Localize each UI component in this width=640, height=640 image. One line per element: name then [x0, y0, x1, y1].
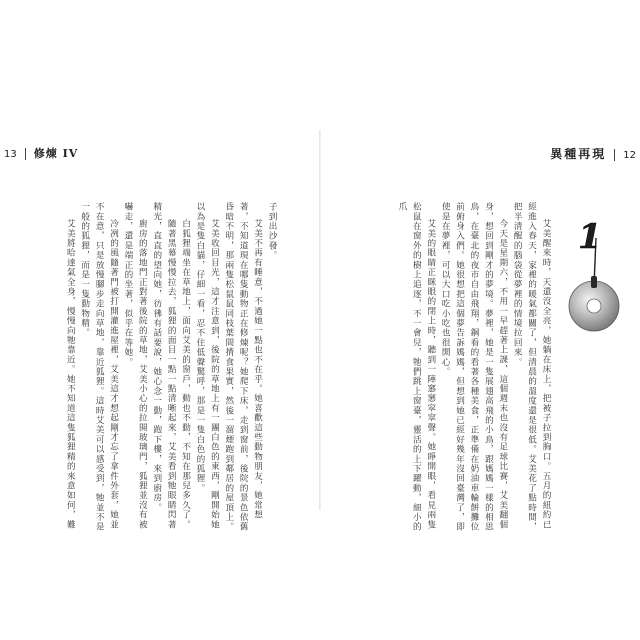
paragraph: 艾美收回目光，這才注意到，後院的草地上有一團白色的東西，剛開始她以為是隻白貓，仔細一看，忍不住低聲驚呼，那是一隻白色的狐狸。: [194, 202, 220, 530]
left-page-number: 13: [4, 149, 17, 160]
right-page-number: 12: [623, 150, 636, 161]
paragraph: 艾美的眼睛正眯眼的閉上時，聽到一陣窸窸窣窣聲。她睜開眼，看見兩隻松鼠在窗外的樹上追逐，不一會兒，牠們跳上窗臺，靈活的上下躍動，細小的爪: [396, 202, 436, 532]
right-page-header: [550, 146, 636, 162]
right-running-title: 異種再現: [550, 147, 607, 161]
paragraph: 艾美不再有睡意，不過她一點也不在乎。她喜歡這些動物朋友，她常想著，不知道現在哪隻動物正在修煉呢？她爬下床，走到窗前，後院的景色依舊昏暗不明，那兩隻松鼠鼠同枝葉間揹食果實，然後一溜煙跑到鄰居的屋頂上。: [223, 202, 263, 532]
chapter-ornament: [560, 214, 622, 334]
header-divider: [25, 148, 26, 160]
left-page-header: [4, 146, 78, 162]
paragraph: 冷冽的風隨著門被打開灌進屋裡，艾美這才想起剛才忘了拿件外套，她並不在意，只是放慢腳步走向草地，靠近狐狸。這時艾美可以感受到，牠並不是一般的狐狸，而是一隻動物精。: [79, 202, 119, 532]
pendant-knot: [591, 276, 597, 288]
paragraph: 隨著黑幕慢慢拉去，狐狸的面目一點一點清晰起來，艾美看到牠眼睛閃著精光，直直的望向她，彷彿有話要說，她心念一動，跑下樓，來到廚房。: [151, 202, 177, 530]
chapter-number: 1: [578, 217, 602, 257]
paragraph: 艾美醒來時，天還沒全亮，她躺在床上，把被子拉到胸口。五月的紐約已經進入春天，家裡的暖氣都關了，但清晨的溫度還是很低。艾美花了點時間，把半清醒的腦袋從夢裡的情境拉回來。: [512, 202, 551, 532]
paragraph: 子到出沙發。: [267, 202, 277, 261]
jade-disc-hole: [587, 299, 601, 313]
paragraph: 廚房的落地門正對著後院的草地，艾美小心的拉開玻璃門，狐狸並沒有被嚇走，還是端正的坐著，似乎在等她。: [122, 202, 148, 530]
paragraph: 白狐狸端坐在草地上，面向艾美的窗戶，動也不動，不知在那兒多久了。: [180, 219, 191, 530]
left-running-title: 修煉 IV: [33, 147, 79, 160]
paragraph: 艾美將哈達氣全身，慢慢向牠靠近。她不知道這隻狐狸精的來意如何，難: [65, 219, 76, 530]
header-divider: [614, 149, 615, 161]
paragraph: 今天是星期六，不用一早趕著上課，這個週末也沒有足球比賽，艾美翻個身，想回到剛才的夢境。夢裡，她是一隻展翅高飛的小鳥，跟媽媽一樣的相思鳥，在臺北的夜市自由飛翔，鋼看的看著各種美食，正準備在奶油車輪餅攤位前俯身入們。她很想把這個夢告訴媽媽，但想到她已經好幾年沒回臺灣了，即使是在夢裡，可以大口吃小吃也很開心。: [440, 202, 508, 532]
right-page-body: [350, 202, 553, 532]
left-page-body: [45, 202, 279, 532]
book-spine: [319, 130, 321, 510]
